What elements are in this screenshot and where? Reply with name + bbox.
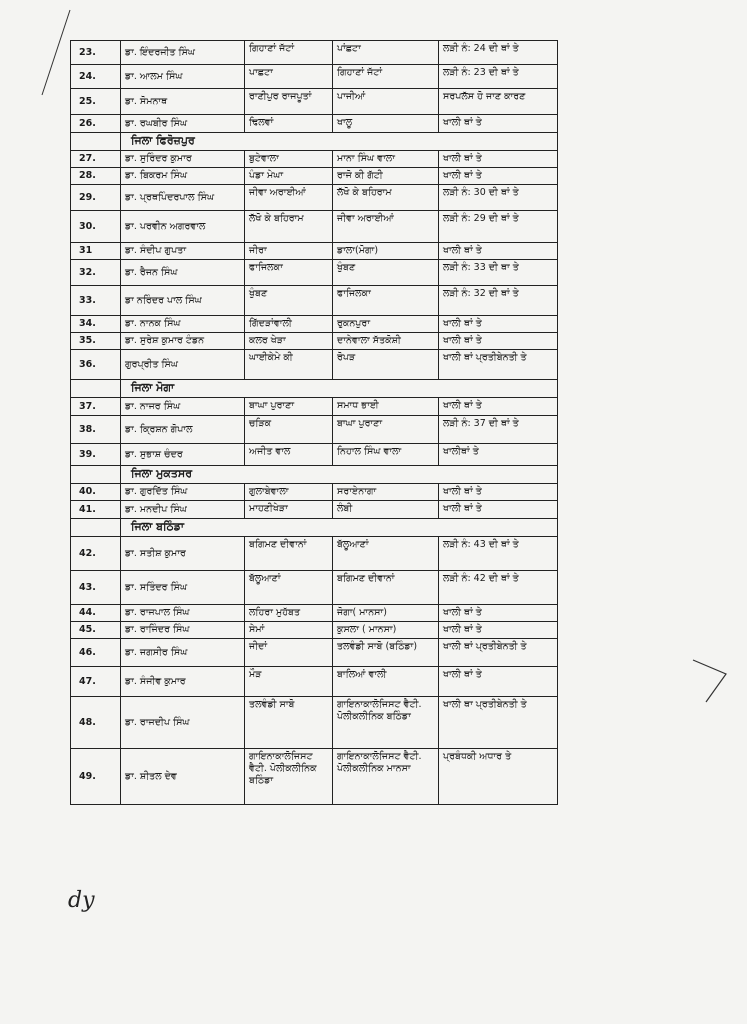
doctor-name-cell: ਡਾ. ਰਘਬੀਰ ਸਿੰਘ	[121, 115, 245, 133]
from-station-cell: ਖੁੰਬਣ	[245, 286, 333, 316]
table-row	[71, 41, 558, 65]
remark-cell: ਖਾਲੀ ਥਾਂ ਤੇ	[439, 667, 558, 697]
table-row	[71, 537, 558, 571]
serial-number-cell: 29.	[71, 185, 121, 211]
from-station-cell: ਮੌੜ	[245, 667, 333, 697]
to-station-cell: ਪਾਂਛਟਾ	[333, 41, 439, 65]
remark-cell: ਖਾਲੀ ਥਾਂ ਤੇ	[439, 168, 558, 185]
remark-cell: ਲੜੀ ਨੰ: 37 ਦੀ ਥਾਂ ਤੇ	[439, 416, 558, 444]
table-row	[71, 316, 558, 333]
serial-number-cell: 42.	[71, 537, 121, 571]
remark-cell: ਖਾਲੀ ਥਾਂ ਤੇ	[439, 501, 558, 519]
remark-cell: ਖਾਲੀ ਥਾਂ ਪ੍ਰਤੀਬੇਨਤੀ ਤੇ	[439, 639, 558, 667]
table-row	[71, 350, 558, 380]
to-station-cell: ਗਿਹਾਣਾਂ ਜੱਟਾਂ	[333, 65, 439, 89]
district-no-cell	[71, 519, 121, 537]
table-row	[71, 667, 558, 697]
doctor-name-cell: ਡਾ. ਸਤਿੰਦਰ ਸਿੰਘ	[121, 571, 245, 605]
table-row	[71, 260, 558, 286]
district-header-row	[71, 133, 558, 151]
from-station-cell: ਗਿੱਦੜਾਂਵਾਲੀ	[245, 316, 333, 333]
doctor-name-cell: ਡਾ. ਸੋਮਨਾਥ	[121, 89, 245, 115]
to-station-cell: ਰੋਪੜ	[333, 350, 439, 380]
remark-cell: ਲੜੀ ਨੰ: 42 ਦੀ ਥਾਂ ਤੇ	[439, 571, 558, 605]
from-station-cell: ਜੀਦਾਂ	[245, 639, 333, 667]
remark-cell: ਖਾਲੀ ਥਾਂ ਤੇ	[439, 151, 558, 168]
table-row	[71, 444, 558, 466]
serial-number-cell: 43.	[71, 571, 121, 605]
doctor-name-cell: ਡਾ. ਜਗਸੀਰ ਸਿੰਘ	[121, 639, 245, 667]
doctor-name-cell: ਡਾ. ਬਿਕਰਮ ਸਿੰਘ	[121, 168, 245, 185]
serial-number-cell: 25.	[71, 89, 121, 115]
to-station-cell: ਮਾਨਾ ਸਿੰਘ ਵਾਲਾ	[333, 151, 439, 168]
from-station-cell: ਫਾਜਿਲਕਾ	[245, 260, 333, 286]
serial-number-cell: 24.	[71, 65, 121, 89]
serial-number-cell: 27.	[71, 151, 121, 168]
district-no-cell	[71, 466, 121, 484]
to-station-cell: ਖਾਲੂ	[333, 115, 439, 133]
serial-number-cell: 30.	[71, 211, 121, 243]
to-station-cell: ਸਰਾਏਨਾਗਾ	[333, 484, 439, 501]
serial-number-cell: 49.	[71, 749, 121, 805]
from-station-cell: ਗਿਹਾਣਾਂ ਜੱਟਾਂ	[245, 41, 333, 65]
from-station-cell: ਜੀਰਾ	[245, 243, 333, 260]
remark-cell: ਲੜੀ ਨੰ: 24 ਦੀ ਥਾਂ ਤੇ	[439, 41, 558, 65]
remark-cell: ਖਾਲੀ ਥਾਂ ਤੇ	[439, 622, 558, 639]
to-station-cell: ਰਾਜੋ ਕੀ ਗੱਟੀ	[333, 168, 439, 185]
remark-cell: ਖਾਲੀ ਥਾਂ ਤੇ	[439, 243, 558, 260]
to-station-cell: ਦਾਨੇਵਾਲਾ ਸੱਤਕੋਸ਼ੀ	[333, 333, 439, 350]
table-row	[71, 211, 558, 243]
serial-number-cell: 48.	[71, 697, 121, 749]
doctor-name-cell: ਡਾ. ਨਾਨਕ ਸਿੰਘ	[121, 316, 245, 333]
table-row	[71, 484, 558, 501]
remark-cell: ਲੜੀ ਨੰ: 30 ਦੀ ਥਾਂ ਤੇ	[439, 185, 558, 211]
to-station-cell: ਤਲਵੰਡੀ ਸਾਬੋ (ਬਠਿੰਡਾ)	[333, 639, 439, 667]
from-station-cell: ਤਲਵੰਡੀ ਸਾਬੋ	[245, 697, 333, 749]
from-station-cell: ਲਹਿਰਾ ਮੁਹੱਬਤ	[245, 605, 333, 622]
to-station-cell: ਬਾਲਿਆਂ ਵਾਲੀ	[333, 667, 439, 697]
district-no-cell	[71, 133, 121, 151]
doctor-name-cell: ਡਾ. ਗੁਰਦਿੱਤ ਸਿੰਘ	[121, 484, 245, 501]
serial-number-cell: 46.	[71, 639, 121, 667]
to-station-cell: ਲੰਬੀ	[333, 501, 439, 519]
to-station-cell: ਬੱਲੂਆਣਾਂ	[333, 537, 439, 571]
remark-cell: ਖਾਲੀ ਥਾਂ ਤੇ	[439, 333, 558, 350]
from-station-cell: ਘਾਈਕੇਮੇ ਕੀ	[245, 350, 333, 380]
doctor-name-cell: ਡਾ. ਸ਼ੀਤਲ ਦੇਵ	[121, 749, 245, 805]
serial-number-cell: 37.	[71, 398, 121, 416]
to-station-cell: ਲੱਖੋ ਕੇ ਬਹਿਰਾਮ	[333, 185, 439, 211]
doctor-name-cell: ਡਾ ਨਰਿੰਦਰ ਪਾਲ ਸਿੰਘ	[121, 286, 245, 316]
remark-cell: ਖਾਲੀਥਾਂ ਤੇ	[439, 444, 558, 466]
handwritten-initials: dy	[68, 888, 95, 913]
district-header-row	[71, 519, 558, 537]
doctor-name-cell: ਡਾ. ਸੰਜੀਵ ਕੁਮਾਰ	[121, 667, 245, 697]
to-station-cell: ਪਾਜੀਆਂ	[333, 89, 439, 115]
doctor-name-cell: ਡਾ. ਰਾਜਪਾਲ ਸਿੰਘ	[121, 605, 245, 622]
from-station-cell: ਬੱਲੂਆਣਾਂ	[245, 571, 333, 605]
serial-number-cell: 47.	[71, 667, 121, 697]
serial-number-cell: 28.	[71, 168, 121, 185]
from-station-cell: ਪਾਛਟਾ	[245, 65, 333, 89]
district-no-cell	[71, 380, 121, 398]
district-label: ਜਿਲਾ ਫਿਰੋਜ਼ਪੁਰ	[121, 133, 558, 151]
from-station-cell: ਸੇਮਾਂ	[245, 622, 333, 639]
remark-cell: ਖਾਲੀ ਥਾਂ ਤੇ	[439, 605, 558, 622]
doctor-name-cell: ਡਾ. ਮਨਦੀਪ ਸਿੰਘ	[121, 501, 245, 519]
remark-cell: ਖਾਲੀ ਥਾਂ ਤੇ	[439, 398, 558, 416]
serial-number-cell: 35.	[71, 333, 121, 350]
district-label: ਜਿਲਾ ਮੁਕਤਸਰ	[121, 466, 558, 484]
doctor-name-cell: ਡਾ. ਇੰਦਰਜੀਤ ਸਿੰਘ	[121, 41, 245, 65]
table-row	[71, 697, 558, 749]
district-label: ਜਿਲਾ ਮੋਗਾ	[121, 380, 558, 398]
from-station-cell: ਗੁਲਾਬੇਵਾਲਾ	[245, 484, 333, 501]
serial-number-cell: 41.	[71, 501, 121, 519]
transfer-table	[70, 40, 558, 805]
doctor-name-cell: ਡਾ. ਰੈਜਨ ਸਿੰਘ	[121, 260, 245, 286]
doctor-name-cell: ਡਾ. ਸੁਭਾਸ਼ ਚੰਦਰ	[121, 444, 245, 466]
serial-number-cell: 34.	[71, 316, 121, 333]
doctor-name-cell: ਗੁਰਪ੍ਰੀਤ ਸਿੰਘ	[121, 350, 245, 380]
table-row	[71, 416, 558, 444]
serial-number-cell: 44.	[71, 605, 121, 622]
serial-number-cell: 23.	[71, 41, 121, 65]
doctor-name-cell: ਡਾ. ਰਾਜਿੰਦਰ ਸਿੰਘ	[121, 622, 245, 639]
to-station-cell: ਗਾਇਨਾਕਾਲੋਜਿਸਟ ਵੈਟੀ. ਪੋਲੀਕਲੀਨਿਕ ਬਠਿੰਡਾ	[333, 697, 439, 749]
table-row	[71, 501, 558, 519]
remark-cell: ਖਾਲੀ ਥਾਂ ਪ੍ਰਤੀਬੇਨਤੀ ਤੇ	[439, 350, 558, 380]
table-row	[71, 65, 558, 89]
from-station-cell: ਢਿਲਵਾਂ	[245, 115, 333, 133]
remark-cell: ਖਾਲੀ ਥਾ ਪ੍ਰਤੀਬੇਨਤੀ ਤੇ	[439, 697, 558, 749]
from-station-cell: ਅਜੀਤ ਵਾਲ	[245, 444, 333, 466]
district-header-row	[71, 380, 558, 398]
serial-number-cell: 31	[71, 243, 121, 260]
doctor-name-cell: ਡਾ. ਨਾਜਰ ਸਿੰਘ	[121, 398, 245, 416]
table-row	[71, 115, 558, 133]
table-row	[71, 333, 558, 350]
remark-cell: ਲੜੀ ਨੰ: 29 ਦੀ ਥਾਂ ਤੇ	[439, 211, 558, 243]
doctor-name-cell: ਡਾ. ਪ੍ਰਥਪਿੰਦਰਪਾਲ ਸਿੰਘ	[121, 185, 245, 211]
table-row	[71, 286, 558, 316]
doctor-name-cell: ਡਾ. ਸੁਰੇਸ਼ ਕੁਮਾਰ ਟੰਡਨ	[121, 333, 245, 350]
table-row	[71, 398, 558, 416]
remark-cell: ਖਾਲੀ ਥਾਂ ਤੇ	[439, 115, 558, 133]
serial-number-cell: 40.	[71, 484, 121, 501]
table-row	[71, 89, 558, 115]
doctor-name-cell: ਡਾ. ਆਲਮ ਸਿੰਘ	[121, 65, 245, 89]
from-station-cell: ਰਾਣੀਪੁਰ ਰਾਜਪੂਤਾਂ	[245, 89, 333, 115]
remark-cell: ਲੜੀ ਨੰ: 23 ਦੀ ਥਾਂ ਤੇ	[439, 65, 558, 89]
remark-cell: ਲੜੀ ਨੰ: 33 ਦੀ ਥਾ ਤੇ	[439, 260, 558, 286]
serial-number-cell: 26.	[71, 115, 121, 133]
remark-cell: ਸਰਪਲੱਸ ਹੋ ਜਾਣ ਕਾਰਣ	[439, 89, 558, 115]
serial-number-cell: 39.	[71, 444, 121, 466]
table-row	[71, 639, 558, 667]
to-station-cell: ਡਾਲਾ(ਮੋਗਾ)	[333, 243, 439, 260]
serial-number-cell: 32.	[71, 260, 121, 286]
table-row	[71, 151, 558, 168]
from-station-cell: ਗਾਇਨਾਕਾਲੋਜਿਸਟ ਵੈਟੀ. ਪੋਲੀਕਲੀਨਿਕ ਬਠਿੰਡਾ	[245, 749, 333, 805]
remark-cell: ਖਾਲੀ ਥਾਂ ਤੇ	[439, 484, 558, 501]
doctor-name-cell: ਡਾ. ਸੰਦੀਪ ਗੁਪਤਾ	[121, 243, 245, 260]
table-row	[71, 749, 558, 805]
table-row	[71, 185, 558, 211]
scan-mark-right	[688, 640, 738, 710]
from-station-cell: ਮਾਹਣੀਖੇੜਾ	[245, 501, 333, 519]
to-station-cell: ਬਗਿਮਣ ਦੀਵਾਨਾਂ	[333, 571, 439, 605]
serial-number-cell: 33.	[71, 286, 121, 316]
remark-cell: ਪ੍ਰਬੰਧਕੀ ਅਧਾਰ ਤੇ	[439, 749, 558, 805]
remark-cell: ਖਾਲੀ ਥਾਂ ਤੇ	[439, 316, 558, 333]
from-station-cell: ਬਗਿਮਣ ਦੀਵਾਨਾਂ	[245, 537, 333, 571]
from-station-cell: ਚੜਿਕ	[245, 416, 333, 444]
table-row	[71, 605, 558, 622]
to-station-cell: ਜੀਵਾ ਅਰਾਈਆਂ	[333, 211, 439, 243]
doctor-name-cell: ਡਾ. ਕ੍ਰਿਸ਼ਨ ਗੋਪਾਲ	[121, 416, 245, 444]
to-station-cell: ਸਮਾਧ ਭਾਈ	[333, 398, 439, 416]
transfer-table-body	[71, 41, 558, 805]
from-station-cell: ਲੱਖੋ ਕੇ ਬਹਿਰਾਮ	[245, 211, 333, 243]
remark-cell: ਲੜੀ ਨੰ: 32 ਦੀ ਥਾਂ ਤੇ	[439, 286, 558, 316]
table-row	[71, 168, 558, 185]
doctor-name-cell: ਡਾ. ਪਰਵੀਨ ਅਗਰਵਾਲ	[121, 211, 245, 243]
remark-cell: ਲੜੀ ਨੰ: 43 ਦੀ ਥਾਂ ਤੇ	[439, 537, 558, 571]
to-station-cell: ਫਾਜਿਲਕਾ	[333, 286, 439, 316]
to-station-cell: ਖੁੰਬਣ	[333, 260, 439, 286]
from-station-cell: ਬਾਘਾ ਪੁਰਾਣਾ	[245, 398, 333, 416]
to-station-cell: ਰੁਕਨਪੁਰਾ	[333, 316, 439, 333]
district-label: ਜਿਲਾ ਬਠਿੰਡਾ	[121, 519, 558, 537]
from-station-cell: ਜੀਵਾ ਅਰਾਈਆਂ	[245, 185, 333, 211]
to-station-cell: ਗਾਇਨਾਕਾਲੋਜਿਸਟ ਵੈਟੀ. ਪੋਲੀਕਲੀਨਿਕ ਮਾਨਸਾ	[333, 749, 439, 805]
table-row	[71, 243, 558, 260]
to-station-cell: ਨਿਹਾਲ ਸਿੰਘ ਵਾਲਾ	[333, 444, 439, 466]
serial-number-cell: 38.	[71, 416, 121, 444]
table-row	[71, 571, 558, 605]
district-header-row	[71, 466, 558, 484]
to-station-cell: ਜੋਗਾ( ਮਾਨਸਾ)	[333, 605, 439, 622]
doctor-name-cell: ਡਾ. ਰਾਜਦੀਪ ਸਿੰਘ	[121, 697, 245, 749]
doctor-name-cell: ਡਾ. ਸਤੀਸ਼ ਕੁਮਾਰ	[121, 537, 245, 571]
serial-number-cell: 45.	[71, 622, 121, 639]
table-row	[71, 622, 558, 639]
from-station-cell: ਬੁਟੇਵਾਲਾ	[245, 151, 333, 168]
to-station-cell: ਕੁਸਲਾ ( ਮਾਨਸਾ)	[333, 622, 439, 639]
from-station-cell: ਪੰਡਾ ਮੇਘਾ	[245, 168, 333, 185]
from-station-cell: ਕਲਰ ਖੇੜਾ	[245, 333, 333, 350]
serial-number-cell: 36.	[71, 350, 121, 380]
doctor-name-cell: ਡਾ. ਸੁਰਿੰਦਰ ਕੁਮਾਰ	[121, 151, 245, 168]
to-station-cell: ਬਾਘਾ ਪੁਰਾਣਾ	[333, 416, 439, 444]
